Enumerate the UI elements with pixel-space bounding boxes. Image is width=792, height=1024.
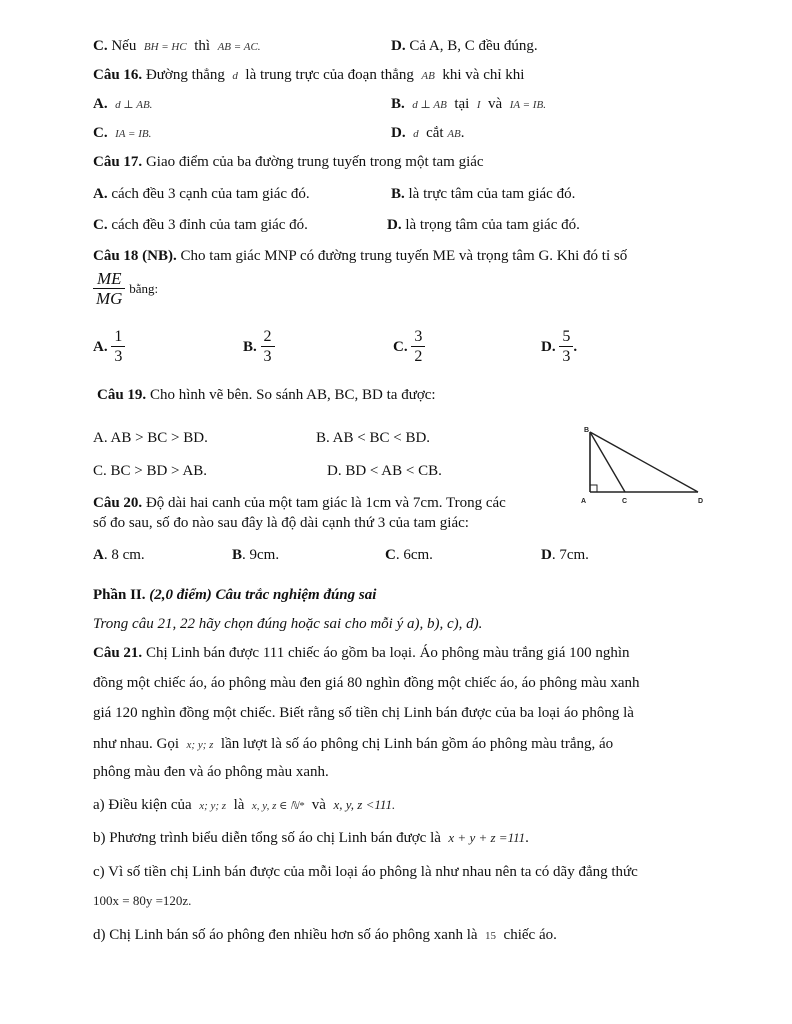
statement-text: d) Chị Linh bán số áo phông đen nhiều hơn số áo phông xanh là: [93, 927, 478, 943]
question-text: là trung trực của đoạn thẳng: [245, 67, 414, 83]
question-text: như nhau. Gọi: [93, 736, 180, 752]
question-text: lần lượt là số áo phông chị Linh bán gồm áo phông màu trắng, áo: [220, 736, 614, 752]
option-label: B.: [243, 338, 257, 355]
fraction-numerator: 2: [261, 328, 275, 347]
q15-option-c: [93, 36, 261, 57]
option-text: cách đều 3 đỉnh của tam giác đó.: [111, 217, 308, 233]
option-text: cắt: [426, 125, 444, 141]
question-label: Câu 16.: [93, 67, 143, 83]
fraction: [559, 328, 573, 367]
statement-text: b) Phương trình biểu diễn tổng số áo chị Linh bán được là: [93, 830, 441, 846]
math-expr: AB: [421, 70, 435, 82]
question-text: Chị Linh bán được 111 chiếc áo gồm ba loại. Áo phông màu trắng giá 100 nghìn: [145, 645, 630, 661]
option-label: D.: [391, 38, 406, 54]
option-label: D: [541, 547, 552, 563]
q20-option-c: [385, 545, 433, 565]
q20-stem-line2: số đo sau, số đo nào sau đây là độ dài cạnh thứ 3 của tam giác:: [93, 515, 469, 531]
math-expr: AB: [447, 128, 461, 140]
q15-option-d: [391, 36, 538, 56]
statement-text: là: [233, 797, 245, 813]
fraction-me-mg: [93, 270, 125, 309]
fraction-denominator: 3: [114, 348, 123, 365]
option-label: A.: [93, 186, 108, 202]
q16-option-a: [93, 94, 152, 115]
statement-text: .: [525, 830, 529, 846]
q17-option-d: [387, 215, 580, 235]
math-expr: x, y, z <111.: [333, 797, 396, 812]
math-expr: x; y; z: [199, 800, 227, 812]
q17-option-a: [93, 184, 310, 204]
q18-option-d: [541, 328, 577, 367]
question-text: bằng:: [129, 280, 159, 296]
right-angle-mark: [590, 485, 597, 492]
question-label: Câu 17.: [93, 154, 143, 170]
q21-statement-c: c) Vì số tiền chị Linh bán được của mỗi loại áo phông là như nhau nên ta có dãy đẳng thức: [93, 864, 638, 880]
fraction-denominator: 3: [263, 348, 272, 365]
q19-option-b: B. AB < BC < BD.: [316, 430, 431, 446]
q16-option-b: [391, 94, 546, 115]
fraction-denominator: 2: [414, 348, 423, 365]
option-label: C.: [93, 217, 108, 233]
statement-text: và: [311, 797, 326, 813]
question-text: Độ dài hai canh của một tam giác là 1cm và 7cm. Trong các: [145, 495, 506, 511]
q19-option-c: C. BC > BD > AB.: [93, 463, 208, 479]
q17-stem: [93, 152, 484, 172]
fraction-numerator: ME: [93, 270, 125, 289]
question-text: Cho hình vẽ bên. So sánh AB, BC, BD ta được:: [149, 387, 436, 403]
q16-stem: [93, 65, 524, 86]
q21-statement-d: [93, 925, 557, 946]
math-expr: d: [413, 128, 419, 140]
option-text: tại: [454, 96, 470, 112]
option-text: . 9cm.: [242, 547, 280, 563]
statement-text: chiếc áo.: [503, 927, 557, 943]
question-label: Câu 20.: [93, 495, 143, 511]
statement-text: a) Điều kiện của: [93, 797, 192, 813]
option-label: D.: [391, 125, 406, 141]
fraction-numerator: 3: [411, 328, 425, 347]
q18-option-c: [393, 328, 425, 367]
point-label-c: C: [622, 498, 628, 505]
math-expr: x; y; z: [186, 739, 214, 751]
segment-bd: [590, 432, 698, 492]
option-text: . 7cm.: [551, 547, 589, 563]
q21-line1: [93, 643, 630, 663]
question-text: Cho tam giác MNP có đường trung tuyến ME và trọng tâm G. Khi đó tỉ số: [180, 248, 628, 264]
fraction-numerator: 5: [559, 328, 573, 347]
fraction-denominator: MG: [96, 289, 123, 308]
option-label: D.: [541, 338, 556, 355]
option-label: A: [93, 547, 104, 563]
q21-line3: giá 120 nghìn đồng một chiếc. Biết rằng số tiền chị Linh bán được của ba loại áo phông là: [93, 705, 634, 721]
q17-option-c: [93, 215, 308, 235]
math-expr: 15: [485, 930, 497, 942]
math-expr: d ⊥ AB.: [115, 99, 153, 111]
option-label: C: [385, 547, 396, 563]
option-text: . 6cm.: [395, 547, 433, 563]
q17-option-b: [391, 184, 575, 204]
q21-line5: phông màu đen và áo phông màu xanh.: [93, 764, 329, 780]
option-text: là trọng tâm của tam giác đó.: [405, 217, 580, 233]
triangle-diagram: [570, 420, 720, 515]
fraction: [261, 328, 275, 367]
math-expr: AB = AC.: [217, 41, 261, 53]
q20-option-a: [93, 545, 145, 565]
option-text: .: [460, 125, 465, 141]
option-label: B: [232, 547, 243, 563]
q19-option-d: D. BD < AB < CB.: [327, 463, 442, 479]
option-label: C.: [393, 338, 408, 355]
option-label: A.: [93, 338, 108, 355]
option-text: thì: [194, 38, 211, 54]
option-text: Cả A, B, C đều đúng.: [409, 38, 538, 54]
q21-line2: đồng một chiếc áo, áo phông màu đen giá 80 nghìn đồng một chiếc áo, áo phông màu xanh: [93, 675, 640, 691]
q19-option-a: A. AB > BC > BD.: [93, 430, 208, 446]
point-label-d: D: [698, 498, 704, 505]
point-label-a: A: [581, 498, 587, 505]
q19-stem: [97, 385, 436, 405]
option-label: C.: [93, 38, 108, 54]
option-label: B.: [391, 96, 405, 112]
math-expr: d ⊥ AB: [412, 99, 447, 111]
option-text: Nếu: [111, 38, 137, 54]
q21-line4: [93, 734, 613, 755]
fraction-numerator: 1: [111, 328, 125, 347]
q18-option-b: [243, 328, 275, 367]
math-expr: x, y, z ∈ ℕ*: [251, 800, 305, 812]
question-text: Giao điểm của ba đường trung tuyến trong một tam giác: [145, 154, 484, 170]
question-text: Đường thẳng: [145, 67, 225, 83]
option-text: cách đều 3 cạnh của tam giác đó.: [111, 186, 310, 202]
math-expr: 100x = 80y =120z.: [93, 893, 192, 908]
fraction-denominator: 3: [562, 348, 571, 365]
math-expr: IA = IB.: [115, 128, 152, 140]
math-expr: I: [476, 99, 481, 111]
option-text: và: [488, 96, 503, 112]
q16-option-d: [391, 123, 465, 144]
q21-statement-b: [93, 828, 529, 848]
option-text: .: [573, 338, 578, 355]
point-label-b: B: [584, 427, 590, 434]
question-label: Câu 19.: [97, 387, 147, 403]
question-label: Câu 18 (NB).: [93, 248, 177, 264]
q18-stem: [93, 246, 627, 266]
question-text: khi và chỉ khi: [442, 67, 525, 83]
section-subtitle: (2,0 điểm) Câu trắc nghiệm đúng sai: [149, 587, 377, 603]
q20-option-d: [541, 545, 589, 565]
math-expr: BH = HC: [143, 41, 187, 53]
option-text: . 8 cm.: [103, 547, 145, 563]
fraction: [111, 328, 125, 367]
q20-option-b: [232, 545, 279, 565]
math-expr: IA = IB.: [509, 99, 546, 111]
q18-option-a: [93, 328, 125, 367]
math-expr: x + y + z =111: [448, 830, 526, 845]
part2-instructions: Trong câu 21, 22 hãy chọn đúng hoặc sai cho mỗi ý a), b), c), d).: [93, 616, 483, 632]
option-label: A.: [93, 96, 108, 112]
q21-statement-c-math: [93, 891, 191, 911]
fraction: [411, 328, 425, 367]
q16-option-c: [93, 123, 151, 144]
option-text: là trực tâm của tam giác đó.: [408, 186, 576, 202]
option-label: C.: [93, 125, 108, 141]
q21-statement-a: [93, 795, 395, 816]
math-expr: d: [232, 70, 238, 82]
triangle-figure: [570, 420, 720, 515]
option-label: D.: [387, 217, 402, 233]
q18-ratio: [93, 270, 158, 309]
part2-heading: [93, 585, 376, 605]
question-label: Câu 21.: [93, 645, 143, 661]
section-title: Phần II.: [93, 587, 146, 603]
option-label: B.: [391, 186, 405, 202]
q20-stem-line1: [93, 493, 506, 513]
